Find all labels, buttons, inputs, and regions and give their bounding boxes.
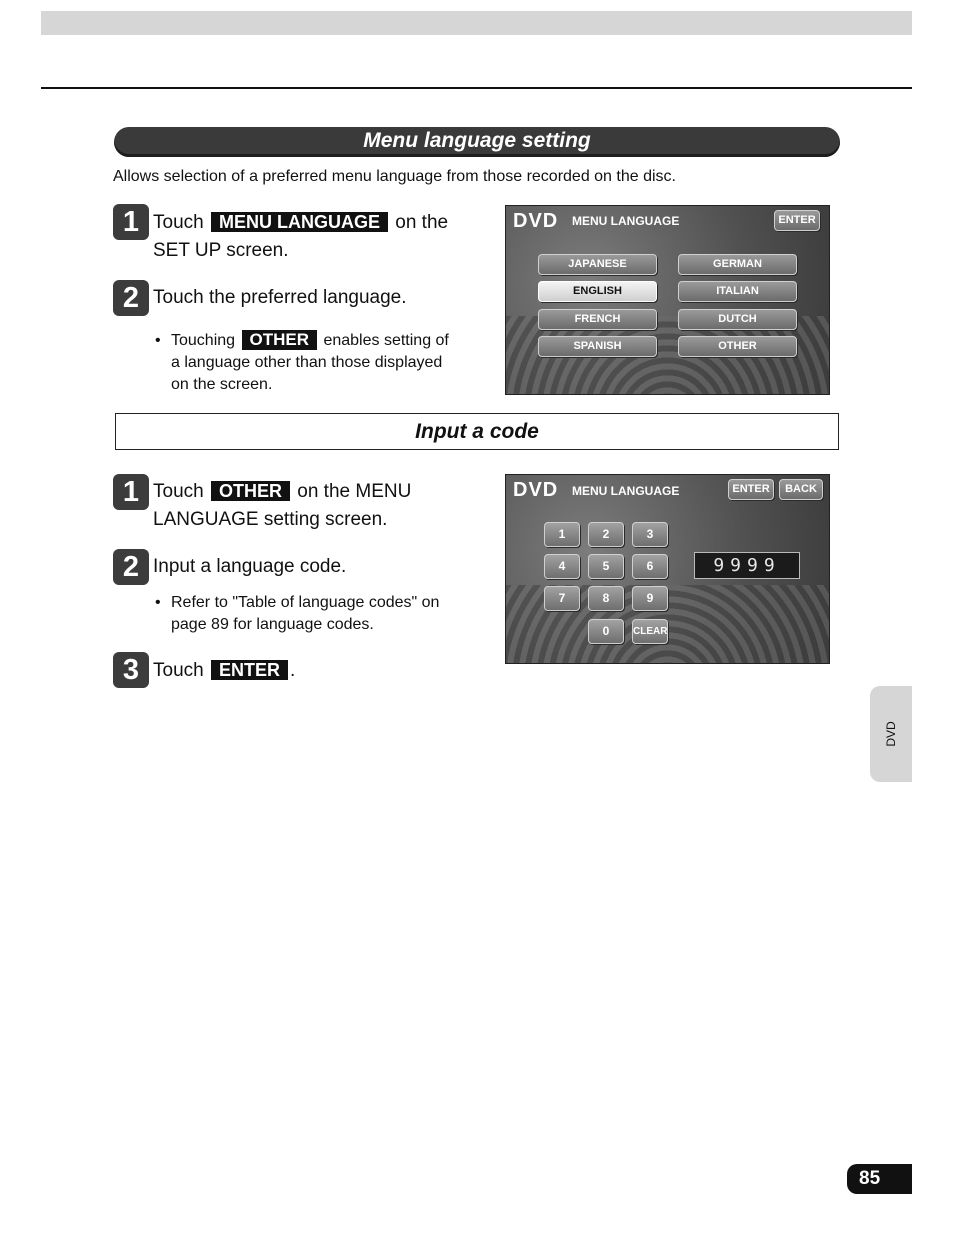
step-1-line2: SET UP screen. <box>153 240 289 261</box>
menu-language-screen <box>505 205 830 395</box>
key-1[interactable]: 1 <box>544 522 580 547</box>
step-2-text: Touch the preferred language. <box>153 287 407 308</box>
key-4[interactable]: 4 <box>544 554 580 579</box>
bullet-code-table <box>155 592 485 638</box>
key-6[interactable]: 6 <box>632 554 668 579</box>
code-display: 9999 <box>694 552 800 579</box>
code-step-3-text <box>153 657 295 685</box>
header-bar <box>41 11 912 35</box>
other-key-2: OTHER <box>211 481 290 501</box>
dvd-logo: DVD <box>513 210 559 232</box>
code-step-1-number: 1 <box>113 474 149 510</box>
back-button[interactable]: BACK <box>779 479 823 500</box>
bullet-post: enables setting of <box>323 332 449 349</box>
side-tab-label: DVD <box>884 721 898 747</box>
lang-button-french[interactable]: FRENCH <box>538 309 657 330</box>
lang-button-other[interactable]: OTHER <box>678 336 797 357</box>
key-9[interactable]: 9 <box>632 586 668 611</box>
code-step-2-text: Input a language code. <box>153 556 347 577</box>
bullet-dot: • <box>155 332 161 349</box>
key-5[interactable]: 5 <box>588 554 624 579</box>
intro-text: Allows selection of a preferred menu language from those recorded on the disc. <box>113 168 676 185</box>
code-step-3-pre: Touch <box>153 660 204 681</box>
code-step-2-number: 2 <box>113 549 149 585</box>
code-step-1-pre: Touch <box>153 481 204 502</box>
lang-button-german[interactable]: GERMAN <box>678 254 797 275</box>
step-1-number: 1 <box>113 204 149 240</box>
step-1-text <box>153 209 483 265</box>
code-step-1-line2: LANGUAGE setting screen. <box>153 509 388 530</box>
lang-button-spanish[interactable]: SPANISH <box>538 336 657 357</box>
menu-language-key: MENU LANGUAGE <box>211 212 388 232</box>
step-1-pre: Touch <box>153 212 204 233</box>
key-3[interactable]: 3 <box>632 522 668 547</box>
key-0[interactable]: 0 <box>588 619 624 644</box>
bullet-line3: on the screen. <box>171 376 273 393</box>
side-tab-dvd <box>870 686 912 782</box>
page-number: 85 <box>847 1164 912 1194</box>
other-key: OTHER <box>242 330 318 350</box>
section-heading-input-code: Input a code <box>115 413 839 450</box>
bullet-dot-2: • <box>155 594 161 611</box>
bullet-pre: Touching <box>171 332 236 349</box>
screen-title: MENU LANGUAGE <box>572 214 680 228</box>
section-heading-menu-language: Menu language setting <box>114 127 840 157</box>
lang-button-english[interactable]: ENGLISH <box>538 281 657 302</box>
step-1-post: on the <box>395 212 449 233</box>
bullet-code-line2: page 89 for language codes. <box>171 616 374 633</box>
bullet-code-line1: Refer to "Table of language codes" on <box>171 594 440 611</box>
enter-button[interactable]: ENTER <box>774 210 820 231</box>
key-8[interactable]: 8 <box>588 586 624 611</box>
bullet-other-note <box>155 330 485 400</box>
code-input-screen <box>505 474 830 664</box>
bullet-line2: a language other than those displayed <box>171 354 443 371</box>
lang-button-italian[interactable]: ITALIAN <box>678 281 797 302</box>
screen-title-2: MENU LANGUAGE <box>572 484 680 498</box>
code-step-1-text <box>153 478 483 534</box>
header-rule <box>41 87 912 89</box>
code-step-3-number: 3 <box>113 652 149 688</box>
key-7[interactable]: 7 <box>544 586 580 611</box>
clear-key[interactable]: CLEAR <box>632 619 668 644</box>
enter-key: ENTER <box>211 660 288 680</box>
enter-button-2[interactable]: ENTER <box>728 479 774 500</box>
lang-button-dutch[interactable]: DUTCH <box>678 309 797 330</box>
step-2-number: 2 <box>113 280 149 316</box>
code-step-1-post: on the MENU <box>297 481 412 502</box>
lang-button-japanese[interactable]: JAPANESE <box>538 254 657 275</box>
dvd-logo-2: DVD <box>513 479 559 501</box>
key-2[interactable]: 2 <box>588 522 624 547</box>
code-step-3-post: . <box>290 660 296 681</box>
